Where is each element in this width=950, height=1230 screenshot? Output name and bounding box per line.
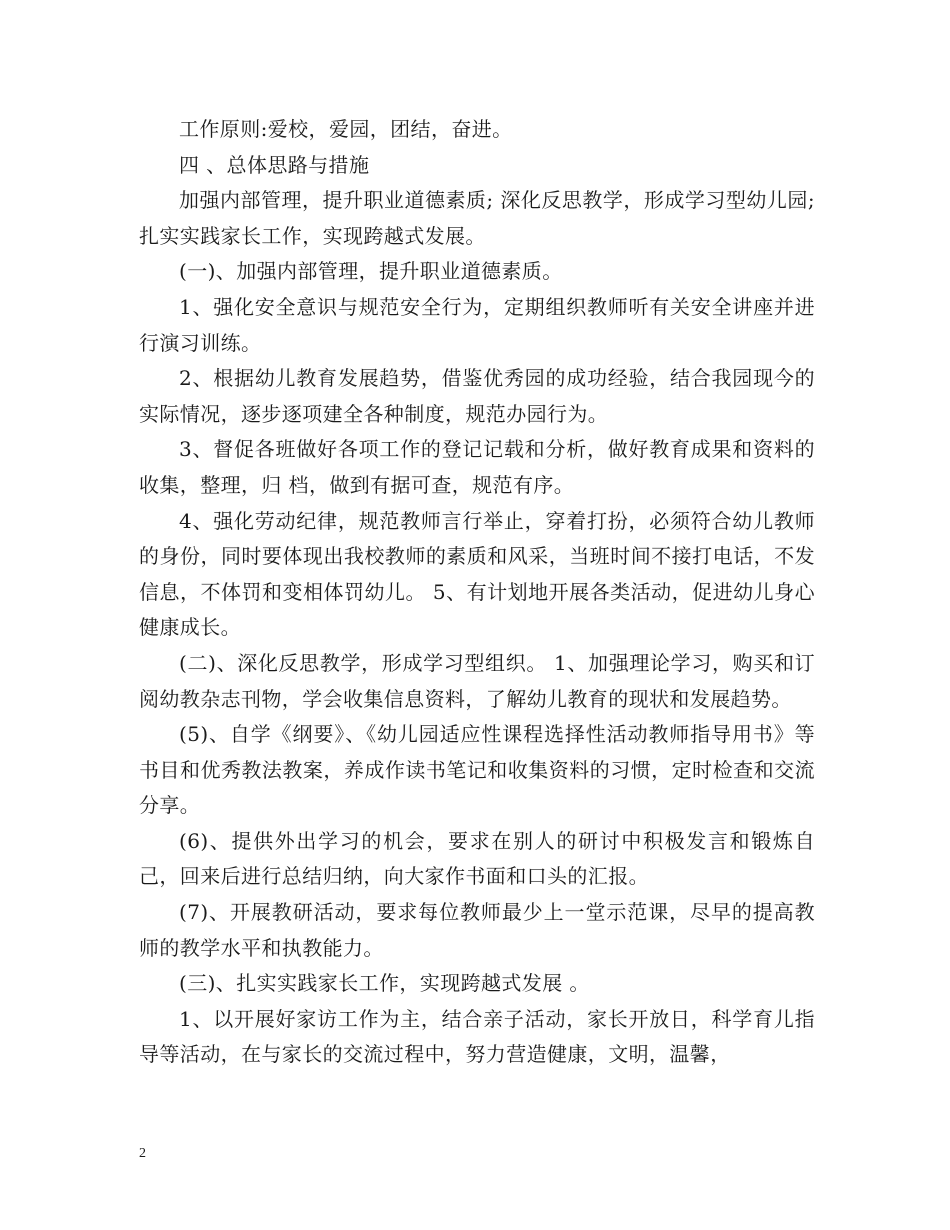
paragraph-item-1: 1、强化安全意识与规范安全行为，定期组织教师听有关安全讲座并进行演习训练。 xyxy=(139,294,815,355)
paragraph-item-5: (5)、自学《纲要》、《幼儿园适应性课程选择性活动教师指导用书》等书目和优秀教法教案，养成作读书笔记和收集资料的习惯，定时检查和交流分享。 xyxy=(139,722,815,818)
paragraph-item-3: 3、督促各班做好各项工作的登记记载和分析，做好教育成果和资料的收集，整理，归 档，做到有据可查，规范有序。 xyxy=(139,437,815,497)
document-body xyxy=(139,112,815,1073)
subsection-heading-1: (一)、加强内部管理，提升职业道德素质。 xyxy=(179,259,563,284)
page-number: 2 xyxy=(139,1146,146,1161)
paragraph-item-7: (7)、开展教研活动，要求每位教师最少上一堂示范课，尽早的提高教师的教学水平和执教能力。 xyxy=(139,900,815,960)
paragraph-summary: 加强内部管理，提升职业道德素质; 深化反思教学，形成学习型幼儿园; 扎实实践家长工作，实现跨越式发展。 xyxy=(139,188,815,248)
paragraph-item-6: (6)、提供外出学习的机会，要求在别人的研讨中积极发言和锻炼自己，回来后进行总结归纳，向大家作书面和口头的汇报。 xyxy=(139,828,815,889)
section-heading-overall-ideas: 四 、总体思路与措施 xyxy=(179,152,370,177)
paragraph-item-4: 4、强化劳动纪律，规范教师言行举止，穿着打扮，必须符合幼儿教师的身份，同时要体现出我校教师的素质和风采，当班时间不接打电话，不发信息，不体罚和变相体罚幼儿。 5、有计划地开展各类活动，促进幼儿身心健康成长。 xyxy=(139,508,815,640)
subsection-heading-3: (三)、扎实实践家长工作，实现跨越式发展 。 xyxy=(179,971,590,996)
paragraph-parent-work: 1、以开展好家访工作为主，结合亲子活动，家长开放日，科学育儿指导等活动，在与家长的交流过程中，努力营造健康，文明，温馨， xyxy=(139,1006,815,1067)
paragraph-item-2: 2、根据幼儿教育发展趋势，借鉴优秀园的成功经验，结合我园现今的实际情况，逐步逐项建全各种制度，规范办园行为。 xyxy=(139,366,815,426)
subsection-heading-2: (二)、深化反思教学，形成学习型组织。 1、加强理论学习，购买和订阅幼教杂志刊物，学会收集信息资料，了解幼儿教育的现状和发展趋势。 xyxy=(139,650,815,711)
paragraph-work-principle: 工作原则:爱校，爱园，团结，奋进。 xyxy=(179,117,513,141)
